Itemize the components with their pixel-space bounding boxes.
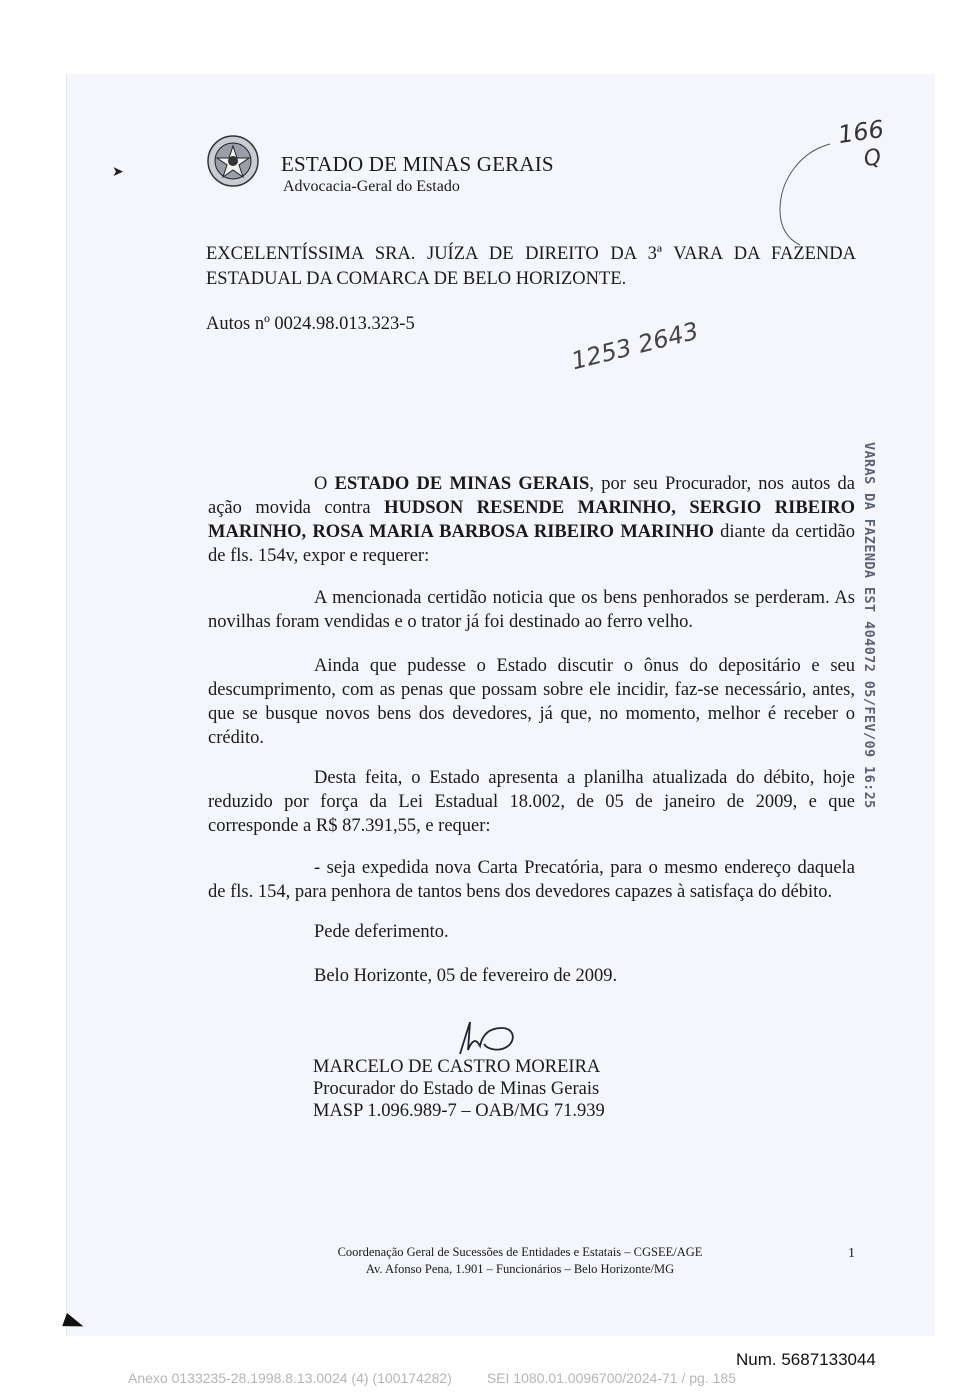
document-number: Num. 5687133044 bbox=[736, 1350, 876, 1369]
handwritten-signature bbox=[446, 1010, 526, 1060]
defendants-names: HUDSON RESENDE MARINHO, SERGIO RIBEIRO MARINHO, ROSA MARIA BARBOSA RIBEIRO MARINHO bbox=[208, 498, 855, 542]
addressee-line-1: EXCELENTÍSSIMA SRA. JUÍZA DE DIREITO DA 3ª VARA DA FAZENDA bbox=[206, 244, 856, 264]
paragraph-1: O ESTADO DE MINAS GERAIS, por seu Procurador, nos autos da ação movida contra HUDSON RESENDE MARINHO, SERGIO RIBEIRO MARINHO, ROSA MARIA BARBOSA RIBEIRO MARINHO diante da certidão de fls. 154v, expor e requerer: bbox=[208, 474, 855, 566]
paragraph-4: Desta feita, o Estado apresenta a planilha atualizada do débito, hoje reduzido por força da Lei Estadual 18.002, de 05 de janeiro de 2009, e que corresponde a R$ 87.391,55, e requer: bbox=[208, 768, 855, 836]
paragraph-2: A mencionada certidão noticia que os bens penhorados se perderam. As novilhas foram vendidas e o trator já foi destinado ao ferro velho. bbox=[208, 588, 855, 632]
margin-mark: ➤ bbox=[112, 165, 124, 180]
handwritten-stroke bbox=[770, 140, 840, 250]
state-coat-of-arms-icon bbox=[206, 134, 260, 188]
header-subtitle: Advocacia-Geral do Estado bbox=[283, 178, 460, 195]
header-title: ESTADO DE MINAS GERAIS bbox=[281, 152, 554, 176]
protocol-stamp: VARAS DA FAZENDA EST 404072 05/FEV/09 16:25 bbox=[861, 442, 877, 809]
paragraph-3: Ainda que pudesse o Estado discutir o ônus do depositário e seu descumprimento, com as penas que possam sobre ele incidir, faz-se necessário, antes, que se busque novos bens dos devedores, já que, no momento, melhor é receber o crédito. bbox=[208, 656, 855, 748]
signature-block bbox=[313, 1056, 605, 1122]
party-name: ESTADO DE MINAS GERAIS bbox=[334, 474, 590, 494]
page-footer bbox=[300, 1244, 740, 1278]
addressee-line-2: ESTADUAL DA COMARCA DE BELO HORIZONTE. bbox=[206, 269, 627, 289]
signer-role: Procurador do Estado de Minas Gerais bbox=[313, 1079, 600, 1099]
footer-line-1: Coordenação Geral de Sucessões de Entidades e Estatais – CGSEE/AGE bbox=[337, 1245, 703, 1259]
case-number: Autos nº 0024.98.013.323-5 bbox=[206, 314, 415, 334]
handwritten-folio-mark: Q bbox=[861, 144, 884, 173]
addressee-block bbox=[206, 242, 856, 292]
signer-ids: MASP 1.096.989-7 – OAB/MG 71.939 bbox=[313, 1101, 605, 1121]
annex-reference: Anexo 0133235-28.1998.8.13.0024 (4) (100174282) SEI 1080.01.0096700/2024-71 / pg. 185 bbox=[128, 1370, 736, 1386]
paragraph-5: - seja expedida nova Carta Precatória, para o mesmo endereço daquela de fls. 154, para penhora de tantos bens dos devedores capazes à satisfaça do débito. bbox=[208, 858, 855, 902]
signer-name: MARCELO DE CASTRO MOREIRA bbox=[313, 1057, 601, 1077]
page-number: 1 bbox=[848, 1246, 855, 1261]
handwritten-folio-number: 166 bbox=[836, 114, 886, 150]
place-date: Belo Horizonte, 05 de fevereiro de 2009. bbox=[314, 966, 618, 986]
closing-request: Pede deferimento. bbox=[314, 922, 449, 942]
handwritten-margin-note: 1253 2643 bbox=[568, 316, 702, 376]
footer-line-2: Av. Afonso Pena, 1.901 – Funcionários – Belo Horizonte/MG bbox=[365, 1262, 675, 1276]
